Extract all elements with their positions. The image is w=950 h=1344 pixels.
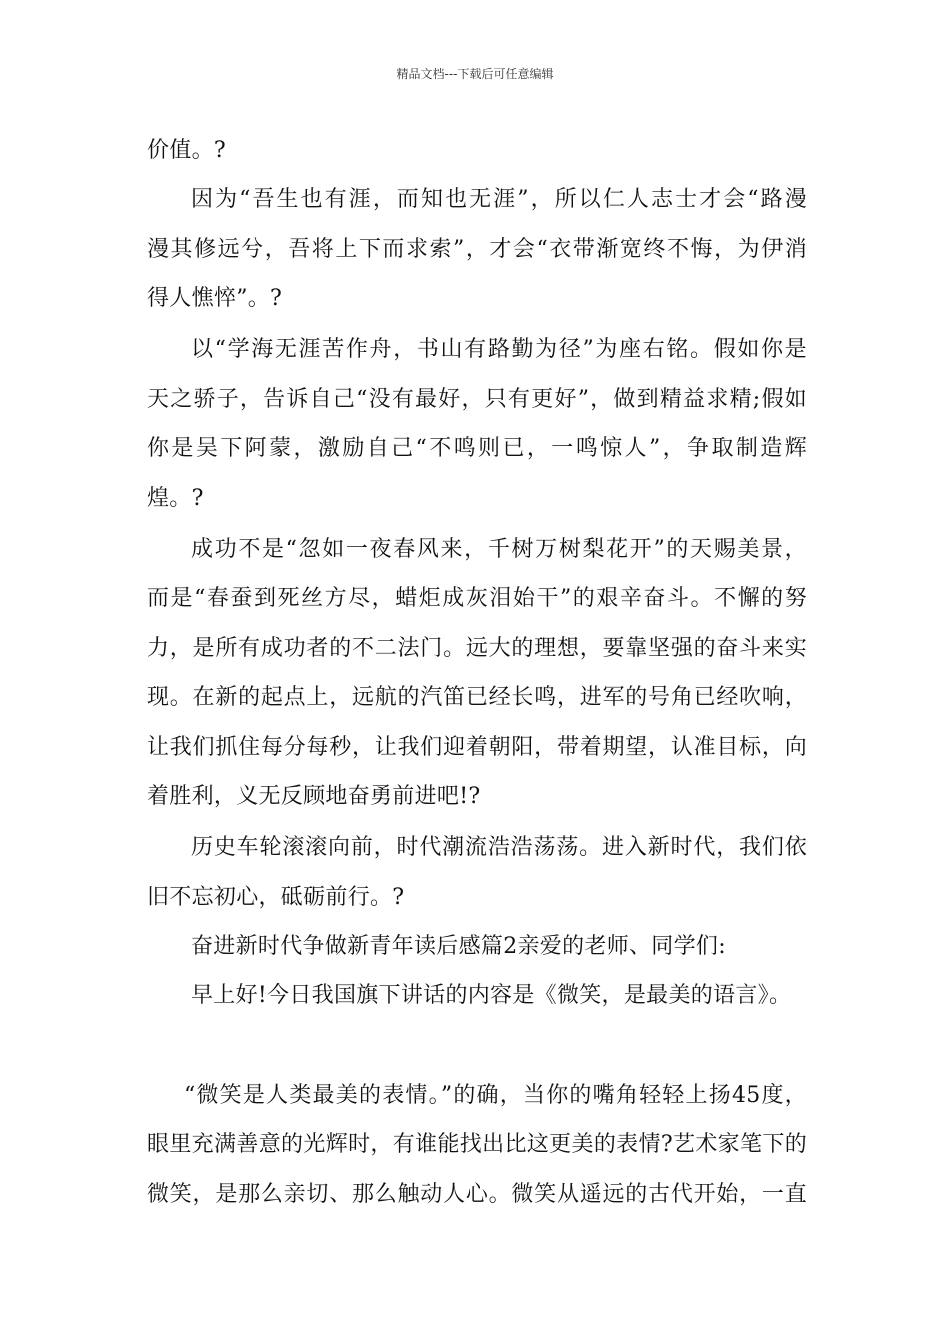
text-line: 得人憔悴”。?	[147, 286, 283, 311]
text-line: 煌。?	[147, 486, 204, 511]
text-line: 以“学海无涯苦作舟，书山有路勤为径”为座右铭。假如你是	[191, 337, 807, 362]
page-header: 精品文档---下载后可任意编辑	[396, 67, 554, 81]
text-line: 漫其修远兮，吾将上下而求索”，才会“衣带渐宽终不悔，为伊消	[147, 237, 807, 262]
text-line: 成功不是“忽如一夜春风来，千树万树梨花开”的天赐美景，	[191, 537, 807, 562]
text-line: “微笑是人类最美的表情。”的确，当你的嘴角轻轻上扬45度，	[184, 1083, 807, 1108]
text-line: 价值。?	[147, 138, 226, 163]
text-line: 眼里充满善意的光辉时，有谁能找出比这更美的表情?艺术家笔下的	[147, 1132, 807, 1157]
text-line: 着胜利，义无反顾地奋勇前进吧!?	[147, 784, 481, 809]
text-line: 旧不忘初心，砥砺前行。?	[147, 885, 405, 910]
text-line: 天之骄子，告诉自己“没有最好，只有更好”，做到精益求精;假如	[147, 387, 807, 412]
text-line: 力，是所有成功者的不二法门。远大的理想，要靠坚强的奋斗来实	[147, 636, 807, 661]
text-line: 早上好!今日我国旗下讲话的内容是《微笑，是最美的语言》。	[191, 983, 792, 1008]
text-line: 历史车轮滚滚向前，时代潮流浩浩荡荡。进入新时代，我们依	[191, 835, 807, 860]
text-line: 奋进新时代争做新青年读后感篇2亲爱的老师、同学们:	[191, 934, 726, 959]
text-line: 让我们抓住每分每秒，让我们迎着朝阳，带着期望，认准目标，向	[147, 735, 807, 760]
text-line: 而是“春蚕到死丝方尽，蜡炬成灰泪始干”的艰辛奋斗。不懈的努	[147, 586, 807, 611]
text-line: 你是吴下阿蒙，激励自己“不鸣则已，一鸣惊人”，争取制造辉	[147, 436, 807, 461]
text-line: 现。在新的起点上，远航的汽笛已经长鸣，进军的号角已经吹响，	[147, 685, 807, 710]
text-line: 因为“吾生也有涯，而知也无涯”，所以仁人志士才会“路漫	[191, 187, 807, 212]
text-line: 微笑，是那么亲切、那么触动人心。微笑从遥远的古代开始，一直	[147, 1182, 807, 1207]
